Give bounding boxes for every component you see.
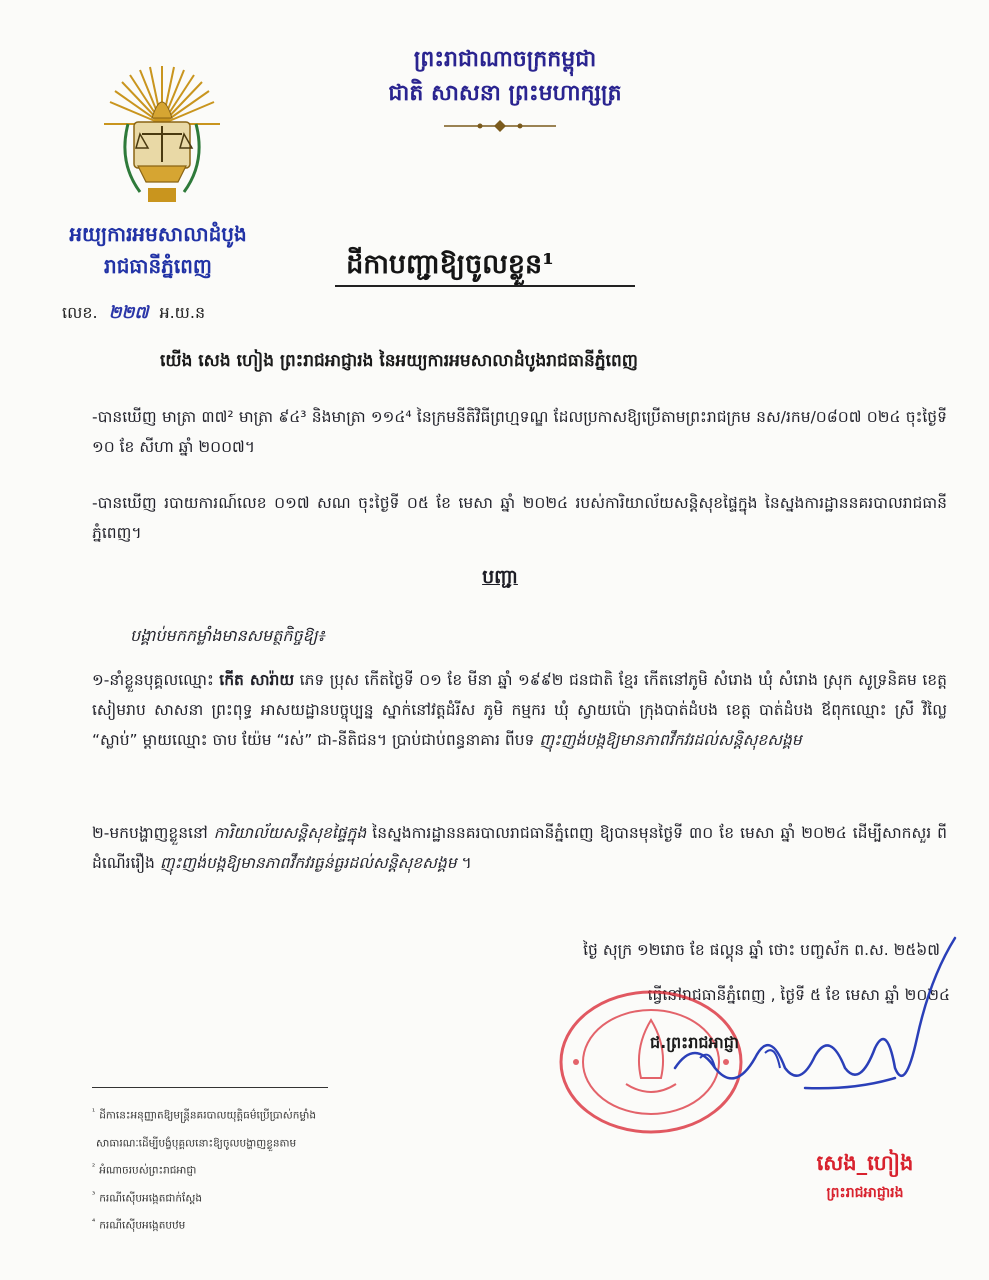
document-title: ដីកាបញ្ជាឱ្យចូលខ្លួន¹ [346,249,554,280]
item2-text-a: ២-មកបង្ហាញខ្លួននៅ [92,824,214,842]
item2-text-b: នៃស្នងការដ្ឋាននគរបាលរាជធានីភ្នំពេញ ឱ្យបានមុនថ្ងៃទី ៣០ ខែ មេសា ឆ្នាំ ២០២៤ ដើម្បីសាកសួរ ពីដំណើររឿង [92,824,948,872]
reference-label: លេខ. [62,303,98,322]
item1-text-a: ១-នាំខ្លួនបុគ្គលឈ្មោះ [92,671,220,689]
court-emblem-icon [98,62,226,212]
report-paragraph: -បានឃើញ របាយការណ៍លេខ ០១៧ សណ ចុះថ្ងៃទី ០៥ ខែ មេសា ឆ្នាំ ២០២៤ របស់ការិយាល័យសន្តិសុខផ្ទៃក្នុង នៃស្នងការដ្ឋាននគរបាលរាជធានីភ្នំពេញ។ [92,494,947,542]
signer-block [780,1150,950,1204]
reference-line [62,302,205,327]
ornament-divider [440,118,560,134]
kingdom-line: ព្រះរាជាណាចក្រកម្ពុជា [413,46,597,72]
signer-title: ព្រះរាជអាជ្ញារង [826,1185,904,1201]
order-intro: បង្គាប់មកកម្លាំងមានសមត្ថកិច្ចឱ្យ៖ [130,626,325,645]
court-name-line2: រាជធានីភ្នំពេញ [104,254,212,278]
order-item-2 [92,818,947,878]
item1-text-b: ភេទ ប្រុស កើតថ្ងៃទី ០១ ខែ មីនា ឆ្នាំ ១៩៩២ ជនជាតិ ខ្មែរ កើតនៅភូមិ សំរោង ឃុំ សំរោង ស្រុក សូទ្រនិគម ខេត្ត សៀមរាប សាសនា ព្រះពុទ្ធ អាសយដ្ឋានបច្ចុប្បន្ន ស្នាក់នៅវត្តដំរីស ភូមិ កម្មករ ឃុំ ស្វាយប៉ោ ក្រុងបាត់ដំបង ខេត្ត បាត់ដំបង ឪពុកឈ្មោះ ស្រី វិល្លៃ “ស្លាប់” ម្ដាយឈ្មោះ ចាប យ៉ែម “រស់” ជា-នីតិជន។ ប្រាប់ជាប់ពន្ធនាគារ ពីបទ [92,671,947,749]
order-item-1 [92,665,947,755]
person-name: កើត សារ៉ាយ [219,671,295,689]
place-date: ធ្វើនៅរាជធានីភ្នំពេញ , ថ្ងៃទី ៥ ខែ មេសា ឆ្នាំ ២០២៤ [647,986,950,1004]
charge-text-2: ញុះញង់បង្កឱ្យមានភាពវឹកវរធ្ងន់ធ្ងរដល់សន្តិសុខសង្គម [159,854,457,872]
footnote: $^{^1}$ ដីកានេះអនុញ្ញាតឱ្យមន្ត្រីនគរបាលយុត្តិធម៌ប្រើប្រាស់កម្លាំង [92,1107,317,1122]
lunar-date: ថ្ងៃ សុក្រ ១២រោច ខែ ផល្គុន ឆ្នាំ ថោះ បញ្ចស័ក ព.ស. ២៥៦៧ [583,941,940,959]
title-underline [335,285,635,287]
charge-text: ញុះញង់បង្កឱ្យមានភាពវឹកវរដល់សន្តិសុខសង្គម [539,731,802,749]
handwritten-signature [655,918,975,1098]
national-header [360,42,650,110]
signing-role: ជ.ព្រះរាជអាជ្ញា [650,1033,739,1052]
legal-basis-paragraph: -បានឃើញ មាត្រា ៣៧² មាត្រា ៩៤³ និងមាត្រា ១១៤⁴ នៃក្រមនីតិវិធីព្រហ្មទណ្ឌ ដែលប្រកាសឱ្យប្រើតាមព្រះរាជក្រម នស/រកម/០៨០៧ ០២៤ ចុះថ្ងៃទី ១០ ខែ សីហា ឆ្នាំ ២០០៧។ [92,408,947,456]
footnote: $^{^4}$ ករណីស៊ើបអង្កេតបឋម [92,1217,186,1232]
court-name-line1: អយ្យការអមសាលាដំបូង [69,222,247,246]
motto-line: ជាតិ សាសនា ព្រះមហាក្សត្រ [388,80,622,106]
footnote: $^{^2}$ អំណាចរបស់ព្រះរាជអាជ្ញា [92,1162,197,1177]
order-heading: បញ្ជា [482,566,518,588]
footnote-rule [92,1087,328,1088]
reference-suffix: អ.យ.ន [159,303,206,322]
reference-number: ២២៧ [108,303,149,323]
signer-name: សេង_ហៀង [816,1151,914,1175]
footnote: $^{^3}$ ករណីស៊ើបអង្កេតជាក់ស្ដែង [92,1189,203,1204]
item2-end: ។ [456,854,472,872]
issuer-heading: យើង សេង ហៀង ព្រះរាជអាជ្ញារង នៃអយ្យការអមសាលាដំបូងរាជធានីភ្នំពេញ [160,351,638,371]
court-name [38,218,278,282]
footnotes [92,1100,492,1238]
footnote: សាធារណៈដើម្បីបង្ខំបុគ្គលនោះឱ្យចូលបង្ហាញខ្លួនតាម [96,1137,297,1149]
office-name: ការិយាល័យសន្តិសុខផ្ទៃក្នុង [213,824,367,842]
